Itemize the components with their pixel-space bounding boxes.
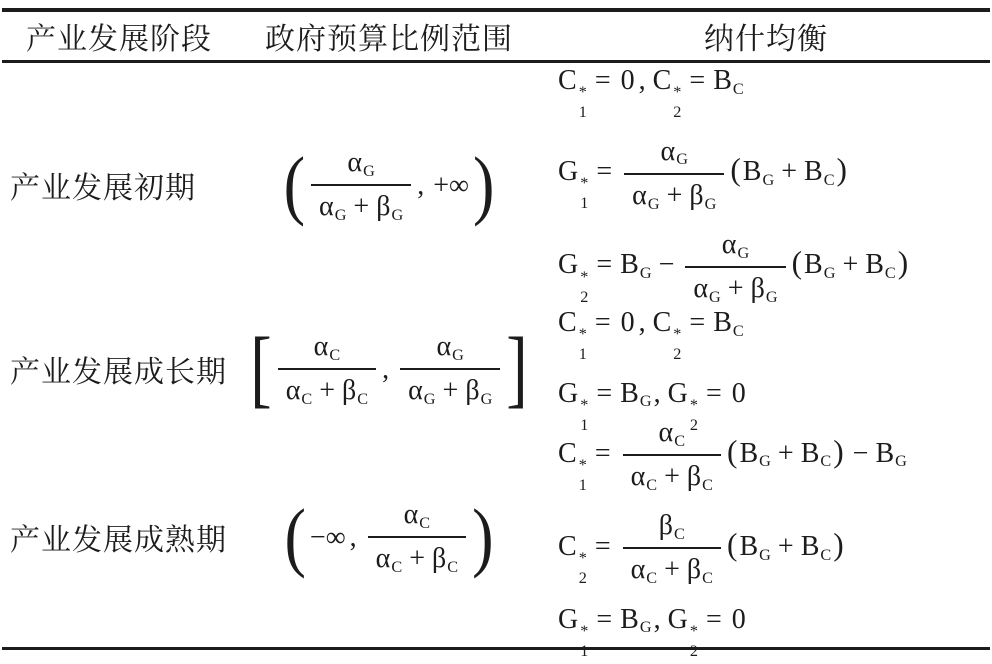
- math-symbol-base: α: [403, 498, 419, 530]
- math-symbol-base: B: [800, 530, 820, 562]
- math-symbol: [620, 602, 651, 638]
- subscript: 1: [580, 641, 589, 660]
- superscript: *: [673, 325, 682, 344]
- subscript: G: [452, 345, 464, 364]
- math-symbol: [751, 271, 778, 307]
- math-operator: (: [727, 526, 738, 562]
- subscript: G: [639, 618, 652, 637]
- math-symbol: [687, 459, 713, 495]
- math-symbol: [286, 373, 313, 409]
- math-operator: (: [791, 245, 803, 281]
- math-symbol: [631, 459, 658, 495]
- math-symbol: [558, 154, 588, 212]
- superscript-subscript: [673, 84, 681, 120]
- superscript: *: [580, 395, 589, 414]
- math-symbol: [347, 145, 374, 181]
- math-symbol-base: G: [558, 377, 579, 409]
- math-operator: ,: [653, 603, 661, 635]
- equilibrium-equations: [540, 305, 992, 433]
- superscript-subscript: [580, 269, 588, 305]
- fraction-numerator: [339, 145, 382, 184]
- equilibrium-equations: [540, 63, 992, 307]
- table-row-early-stage: [0, 63, 992, 305]
- equation-line: [558, 134, 849, 214]
- math-symbol-base: α: [630, 554, 646, 586]
- math-symbol-base: α: [347, 146, 363, 178]
- subscript: C: [301, 389, 313, 408]
- math-symbol-base: C: [652, 307, 672, 338]
- fraction-denominator: [624, 173, 724, 214]
- math-symbol-base: α: [630, 461, 646, 493]
- subscript: C: [732, 321, 744, 340]
- math-symbol: [558, 305, 587, 363]
- math-number: 0: [731, 603, 746, 635]
- superscript-subscript: [690, 623, 698, 659]
- subscript: C: [419, 513, 431, 532]
- math-symbol-base: β: [342, 375, 357, 407]
- math-symbol: [804, 247, 835, 283]
- superscript: *: [580, 267, 589, 286]
- math-symbol-base: C: [652, 65, 672, 96]
- math-number: +∞: [433, 169, 469, 201]
- math-symbol-base: β: [465, 375, 480, 407]
- math-operator: =: [596, 156, 613, 188]
- budget-range-formula: [238, 493, 540, 579]
- subscript: G: [480, 389, 493, 408]
- subscript: 2: [689, 641, 698, 660]
- equation-line: [558, 305, 744, 363]
- fraction-denominator: [623, 454, 721, 495]
- math-operator: =: [596, 249, 613, 281]
- subscript: 2: [689, 415, 698, 434]
- math-symbol-base: G: [667, 377, 688, 409]
- math-operator: ,: [638, 65, 646, 96]
- math-symbol: [739, 436, 770, 472]
- header-cell-nash-equilibrium: 纳什均衡: [704, 23, 828, 56]
- math-symbol: [693, 271, 720, 307]
- math-operator: +: [409, 543, 425, 575]
- math-symbol-base: B: [875, 437, 895, 469]
- subscript: C: [820, 452, 832, 471]
- math-symbol-base: G: [558, 156, 579, 188]
- superscript-subscript: [580, 623, 588, 659]
- math-operator: +: [781, 156, 798, 188]
- math-symbol: [689, 178, 716, 214]
- fraction-numerator: [714, 227, 757, 266]
- math-operator: ): [833, 433, 844, 469]
- math-symbol-base: B: [713, 307, 732, 338]
- fraction: [400, 329, 500, 409]
- superscript: *: [689, 395, 698, 414]
- math-symbol-base: B: [739, 437, 759, 469]
- big-delimiter: ): [472, 493, 494, 579]
- math-operator: =: [596, 603, 613, 635]
- stage-label: 产业发展成长期: [10, 356, 227, 390]
- fraction: [278, 329, 376, 409]
- subscript: C: [646, 569, 658, 588]
- math-symbol-base: B: [800, 437, 820, 469]
- subscript: 2: [580, 287, 589, 306]
- math-symbol-base: C: [558, 530, 577, 562]
- math-number: −∞: [309, 521, 346, 553]
- math-symbol: [659, 415, 686, 451]
- math-number: 0: [731, 377, 746, 409]
- math-operator: (: [727, 433, 738, 469]
- fraction: [311, 145, 411, 225]
- subscript: C: [674, 525, 685, 544]
- big-delimiter: (: [283, 141, 306, 227]
- subscript: C: [702, 569, 714, 588]
- subscript: G: [363, 161, 375, 180]
- math-symbol: [632, 178, 659, 214]
- math-operator: =: [705, 377, 722, 409]
- math-symbol-base: β: [376, 191, 391, 223]
- fraction-denominator: [623, 547, 721, 588]
- subscript: G: [676, 150, 688, 169]
- math-symbol: [404, 497, 431, 533]
- math-symbol: [653, 63, 682, 121]
- math-symbol-base: α: [436, 330, 452, 362]
- subscript: G: [709, 287, 721, 306]
- math-symbol-base: α: [313, 330, 329, 362]
- math-symbol-base: α: [660, 135, 676, 167]
- math-symbol-base: G: [558, 603, 579, 635]
- math-operator: +: [664, 461, 680, 493]
- equation-line: [558, 63, 744, 121]
- math-symbol: [653, 305, 682, 363]
- superscript: *: [580, 621, 589, 640]
- math-operator: =: [594, 307, 611, 338]
- subscript: C: [447, 557, 459, 576]
- fraction: [623, 415, 721, 495]
- math-symbol: [558, 436, 587, 494]
- math-symbol-base: β: [750, 273, 765, 304]
- math-operator: ,: [382, 353, 390, 385]
- math-operator: ,: [638, 307, 646, 338]
- math-symbol-base: B: [713, 65, 732, 96]
- math-symbol: [865, 247, 896, 283]
- superscript: *: [578, 548, 587, 567]
- subscript: 1: [578, 475, 587, 494]
- fraction-denominator: [400, 368, 500, 409]
- subscript: C: [646, 476, 658, 494]
- math-symbol-base: B: [742, 156, 762, 188]
- math-symbol-base: B: [620, 249, 639, 281]
- math-operator: +: [442, 375, 459, 407]
- math-symbol: [722, 227, 749, 263]
- math-operator: +: [666, 179, 683, 211]
- fraction: [368, 497, 466, 577]
- fraction: [624, 134, 724, 214]
- equation-line: [558, 227, 910, 307]
- subscript: C: [329, 345, 341, 364]
- math-operator: =: [594, 530, 611, 562]
- math-symbol: [659, 508, 685, 544]
- fraction-denominator: [278, 368, 376, 409]
- subscript: C: [391, 557, 403, 576]
- fraction-numerator: [306, 329, 349, 368]
- superscript-subscript: [579, 326, 587, 362]
- math-symbol-base: β: [658, 510, 674, 542]
- math-symbol: [314, 329, 341, 365]
- subscript: G: [823, 264, 836, 283]
- math-symbol-base: α: [408, 375, 423, 407]
- equation-line: [558, 508, 846, 588]
- math-operator: ): [836, 152, 847, 188]
- subscript: 2: [673, 345, 682, 364]
- math-symbol-base: α: [693, 273, 709, 304]
- math-symbol-base: C: [558, 437, 577, 469]
- math-symbol: [661, 134, 688, 170]
- subscript: 2: [673, 103, 682, 122]
- math-symbol-base: B: [620, 377, 639, 409]
- stage-label: 产业发展成熟期: [10, 524, 227, 558]
- superscript: *: [578, 325, 587, 344]
- math-symbol-base: C: [558, 65, 577, 96]
- math-operator: −: [852, 437, 869, 469]
- big-delimiter: ): [472, 141, 495, 227]
- math-operator: +: [777, 530, 794, 562]
- math-symbol: [432, 541, 458, 577]
- fraction-denominator: [685, 266, 785, 307]
- math-operator: =: [594, 437, 611, 469]
- math-operator: =: [689, 65, 706, 96]
- subscript: G: [895, 452, 907, 471]
- math-symbol: [801, 436, 832, 472]
- math-symbol-base: B: [620, 603, 639, 635]
- math-operator: =: [689, 307, 706, 338]
- header-cell-budget-range: 政府预算比例范围: [265, 23, 513, 56]
- superscript-subscript: [579, 84, 587, 120]
- subscript: C: [884, 264, 896, 283]
- math-symbol: [558, 602, 588, 660]
- math-operator: +: [319, 375, 336, 407]
- table-header-row: [0, 12, 992, 60]
- math-number: 0: [620, 65, 635, 96]
- equation-line: [558, 602, 748, 660]
- superscript: *: [673, 83, 682, 102]
- subscript: G: [737, 243, 750, 262]
- math-symbol-base: β: [686, 554, 702, 586]
- subscript: G: [647, 194, 660, 213]
- subscript: G: [762, 171, 775, 189]
- math-symbol-base: β: [689, 179, 704, 211]
- math-operator: +: [777, 437, 794, 469]
- math-symbol-base: α: [375, 543, 391, 575]
- subscript: G: [759, 545, 771, 564]
- superscript-subscript: [673, 326, 681, 362]
- math-operator: ,: [653, 377, 661, 409]
- subscript: G: [759, 452, 771, 471]
- subscript: 2: [578, 569, 587, 588]
- math-symbol-base: α: [285, 375, 301, 407]
- math-symbol: [743, 154, 774, 190]
- math-symbol-base: α: [319, 191, 334, 223]
- math-symbol-base: C: [558, 307, 577, 338]
- budget-range-formula: [238, 141, 540, 227]
- math-symbol-base: β: [431, 543, 447, 575]
- math-operator: =: [596, 377, 613, 409]
- math-symbol: [319, 189, 346, 225]
- subscript: G: [704, 194, 717, 213]
- math-symbol-base: α: [632, 179, 647, 211]
- math-operator: +: [353, 191, 370, 223]
- math-symbol-base: G: [667, 603, 688, 635]
- subscript: 1: [580, 415, 589, 434]
- subscript: C: [820, 545, 832, 564]
- math-operator: ): [833, 526, 844, 562]
- equilibrium-equations: [540, 415, 992, 659]
- math-symbol: [875, 436, 906, 472]
- subscript: G: [423, 389, 436, 408]
- math-symbol: [558, 247, 588, 305]
- subscript: C: [674, 431, 686, 450]
- superscript: *: [689, 621, 698, 640]
- math-symbol-base: B: [739, 530, 759, 562]
- math-symbol-base: B: [804, 249, 823, 281]
- subscript: G: [391, 205, 404, 224]
- math-symbol: [620, 376, 651, 412]
- header-cell-stage: 产业发展阶段: [26, 23, 212, 56]
- math-operator: =: [594, 65, 611, 96]
- math-symbol-base: B: [865, 249, 884, 281]
- math-symbol: [713, 63, 744, 99]
- big-delimiter: (: [284, 493, 306, 579]
- math-symbol: [558, 529, 587, 587]
- subscript: C: [702, 476, 714, 494]
- big-delimiter: ]: [506, 319, 528, 416]
- math-symbol: [687, 552, 713, 588]
- superscript-subscript: [579, 457, 587, 493]
- fraction-numerator: [396, 497, 439, 536]
- subscript: C: [732, 79, 744, 98]
- math-symbol: [376, 541, 403, 577]
- math-symbol-base: B: [804, 156, 823, 188]
- fraction-numerator: [651, 415, 694, 454]
- math-number: 0: [620, 307, 635, 338]
- math-operator: +: [727, 273, 744, 304]
- superscript: *: [578, 83, 587, 102]
- subscript: 1: [578, 103, 587, 122]
- fraction-numerator: [651, 508, 693, 547]
- math-symbol: [801, 529, 832, 565]
- stage-label: 产业发展初期: [10, 172, 196, 206]
- superscript-subscript: [580, 175, 588, 211]
- subscript: G: [765, 287, 778, 306]
- math-operator: ,: [349, 521, 357, 553]
- math-symbol: [376, 189, 403, 225]
- superscript: *: [580, 174, 589, 193]
- math-operator: =: [705, 603, 722, 635]
- math-symbol: [668, 602, 698, 660]
- math-symbol-base: β: [686, 461, 702, 493]
- math-symbol-base: α: [721, 228, 737, 260]
- math-symbol: [465, 373, 492, 409]
- math-symbol: [408, 373, 435, 409]
- subscript: 1: [578, 345, 587, 364]
- math-operator: +: [842, 249, 859, 281]
- subscript: G: [639, 264, 652, 283]
- math-symbol: [631, 552, 658, 588]
- fraction-numerator: [429, 329, 472, 368]
- math-operator: ,: [417, 169, 425, 201]
- superscript-subscript: [579, 550, 587, 586]
- math-operator: −: [658, 249, 675, 281]
- math-operator: ): [897, 245, 909, 281]
- fraction-denominator: [368, 536, 466, 577]
- table-row-growth-stage: [0, 305, 992, 434]
- math-symbol: [804, 154, 835, 190]
- math-symbol: [620, 247, 651, 283]
- equation-line: [558, 415, 907, 495]
- budget-range-formula: [238, 319, 540, 416]
- math-symbol: [713, 305, 744, 341]
- fraction-numerator: [653, 134, 696, 173]
- fraction-denominator: [311, 184, 411, 225]
- fraction: [685, 227, 785, 307]
- fraction: [623, 508, 721, 588]
- math-operator: +: [664, 554, 680, 586]
- math-symbol: [342, 373, 368, 409]
- math-symbol: [437, 329, 464, 365]
- subscript: G: [334, 205, 347, 224]
- big-delimiter: [: [250, 319, 272, 416]
- math-symbol: [558, 63, 587, 121]
- math-symbol-base: α: [658, 417, 674, 448]
- subscript: 1: [580, 194, 589, 213]
- math-operator: (: [730, 152, 741, 188]
- subscript: G: [639, 392, 652, 411]
- table-row-mature-stage: [0, 415, 992, 660]
- superscript: *: [578, 455, 587, 474]
- math-symbol: [739, 529, 770, 565]
- math-symbol-base: G: [558, 249, 579, 281]
- subscript: C: [823, 171, 835, 189]
- subscript: C: [357, 389, 369, 408]
